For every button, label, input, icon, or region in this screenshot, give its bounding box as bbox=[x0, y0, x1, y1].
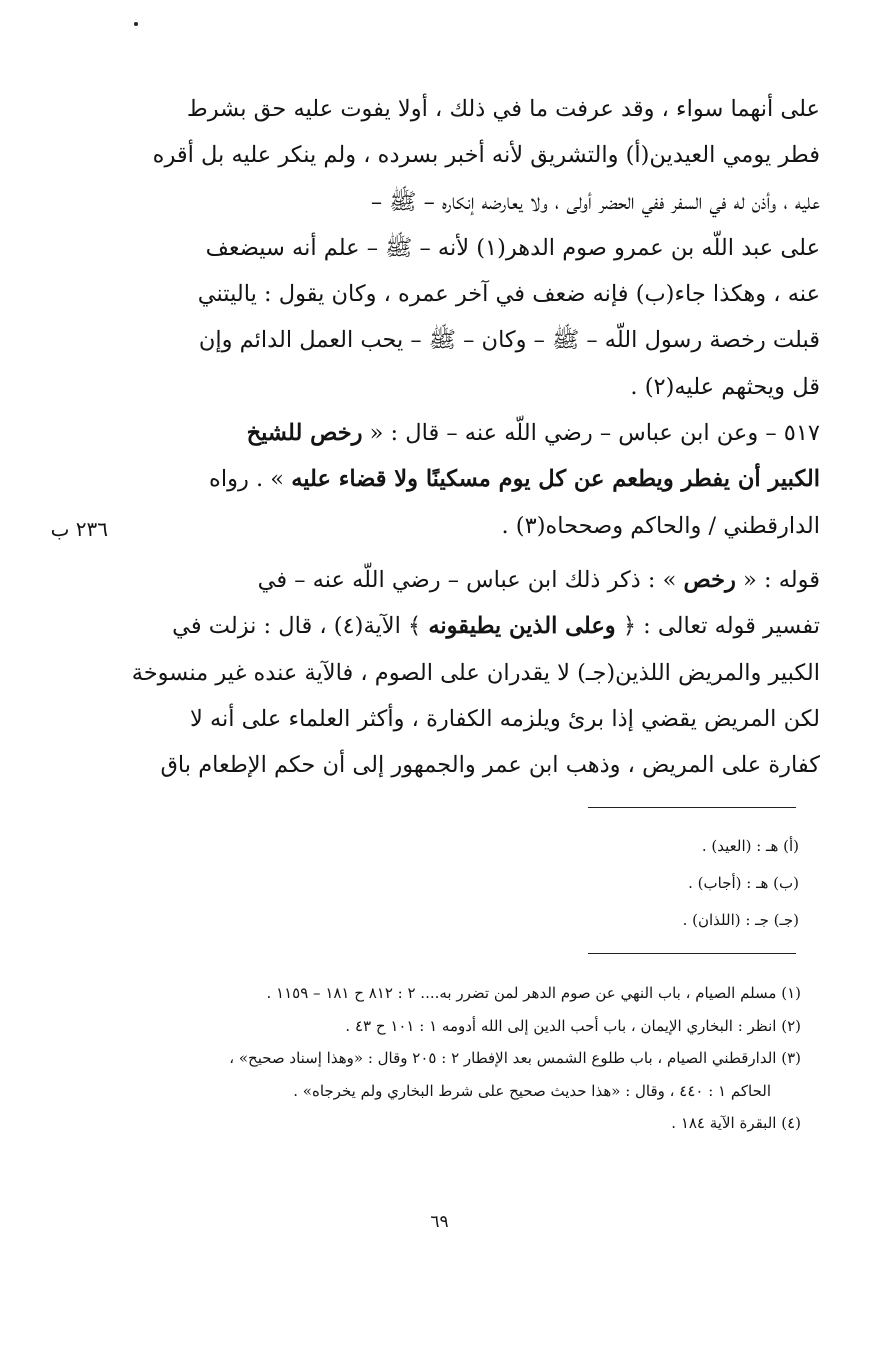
manuscript-folio-note: ٢٣٦ ب bbox=[50, 517, 108, 541]
footnote: (٤) البقرة الآية ١٨٤ . bbox=[671, 1114, 801, 1132]
variant-notes bbox=[299, 828, 799, 939]
hadith-line bbox=[118, 456, 820, 502]
text-run: ﴾ الآية(٤) ، قال : نزلت في bbox=[172, 613, 429, 640]
commentary-paragraph-2 bbox=[118, 557, 820, 788]
text-run: » : ذكر ذلك ابن عباس – رضي اللّه عنه – في bbox=[257, 567, 684, 593]
text-line: كفارة على المريض ، وذهب ابن عمر والجمهور إلى أن حكم الإطعام باق bbox=[160, 752, 820, 779]
hadith-source: » . رواه bbox=[209, 466, 292, 493]
text-run: تفسير قوله تعالى : ﴿ bbox=[615, 613, 820, 640]
footnote: (٢) انظر : البخاري الإيمان ، باب أحب الدين إلى الله أدومه ١ : ١٠١ ح ٤٣ . bbox=[345, 1016, 801, 1035]
speck-mark bbox=[134, 22, 138, 26]
page-number: ٦٩ bbox=[430, 1212, 449, 1232]
footnote: (٣) الدارقطني الصيام ، باب طلوع الشمس بعد الإفطار ٢ : ٢٠٥ وقال : «وهذا إسناد صحيح» ، bbox=[229, 1049, 801, 1067]
text-line: على أنهما سواء ، وقد عرفت ما في ذلك ، أولا يفوت عليه حق بشرط bbox=[186, 96, 820, 122]
hadith-text-bold: الكبير أن يفطر ويطعم عن كل يوم مسكينًا ولا قضاء عليه bbox=[291, 466, 820, 493]
text-line: عنه ، وهكذا جاء(ب) فإنه ضعف في آخر عمره ، وكان يقول : ياليتني bbox=[197, 281, 820, 308]
text-line: على عبد اللّه بن عمرو صوم الدهر(١) لأنه – ﷺ – علم أنه سيضعف bbox=[205, 234, 820, 261]
text-line: فطر يومي العيدين(أ) والتشريق لأنه أخبر بسرده ، ولم ينكر عليه بل أقره bbox=[152, 142, 820, 169]
text-line bbox=[118, 557, 820, 603]
footnote: (١) مسلم الصيام ، باب النهي عن صوم الدهر لمن تضرر به.... ٢ : ٨١٢ ح ١٨١ – ١١٥٩ . bbox=[266, 984, 801, 1002]
footnotes bbox=[120, 977, 801, 1140]
variant-note: (جـ) جـ : (اللذان) . bbox=[682, 911, 799, 929]
footnote-continuation: الحاكم ١ : ٤٤٠ ، وقال : «هذا حديث صحيح على شرط البخاري ولم يخرجاه» . bbox=[293, 1081, 771, 1100]
text-line: عليه ، وأذن له في السفر ففي الحضر أولى ، ولا يعارضه إنكاره – ﷺ – bbox=[370, 188, 820, 215]
hadith-text-bold: رخص للشيخ bbox=[246, 420, 363, 446]
text-line: لكن المريض يقضي إذا برئ ويلزمه الكفارة ، وأكثر العلماء على أنه لا bbox=[189, 705, 820, 732]
variant-note: (أ) هـ : (العيد) . bbox=[701, 837, 799, 855]
quran-verse-bold: وعلى الذين يطيقونه bbox=[428, 613, 616, 640]
hadith-line bbox=[118, 410, 820, 456]
footnote-divider bbox=[588, 807, 796, 808]
hadith-line: الدارقطني / والحاكم وصححاه(٣) . bbox=[501, 512, 820, 539]
text-run: قوله : « bbox=[735, 567, 820, 593]
keyword-bold: رخص bbox=[683, 567, 736, 593]
hadith-517 bbox=[118, 410, 820, 549]
text-line: الكبير والمريض اللذين(جـ) لا يقدران على الصوم ، فالآية عنده غير منسوخة bbox=[131, 659, 820, 686]
footnote-divider bbox=[588, 953, 796, 954]
text-line: قل ويحثهم عليه(٢) . bbox=[630, 373, 820, 400]
text-line: قبلت رخصة رسول اللّه – ﷺ – وكان – ﷺ – يحب العمل الدائم وإن bbox=[198, 327, 820, 354]
commentary-paragraph-1 bbox=[118, 86, 820, 410]
variant-note: (ب) هـ : (أجاب) . bbox=[688, 874, 799, 892]
hadith-intro: ٥١٧ – وعن ابن عباس – رضي اللّه عنه – قال : « bbox=[362, 420, 820, 446]
text-line bbox=[118, 603, 820, 649]
